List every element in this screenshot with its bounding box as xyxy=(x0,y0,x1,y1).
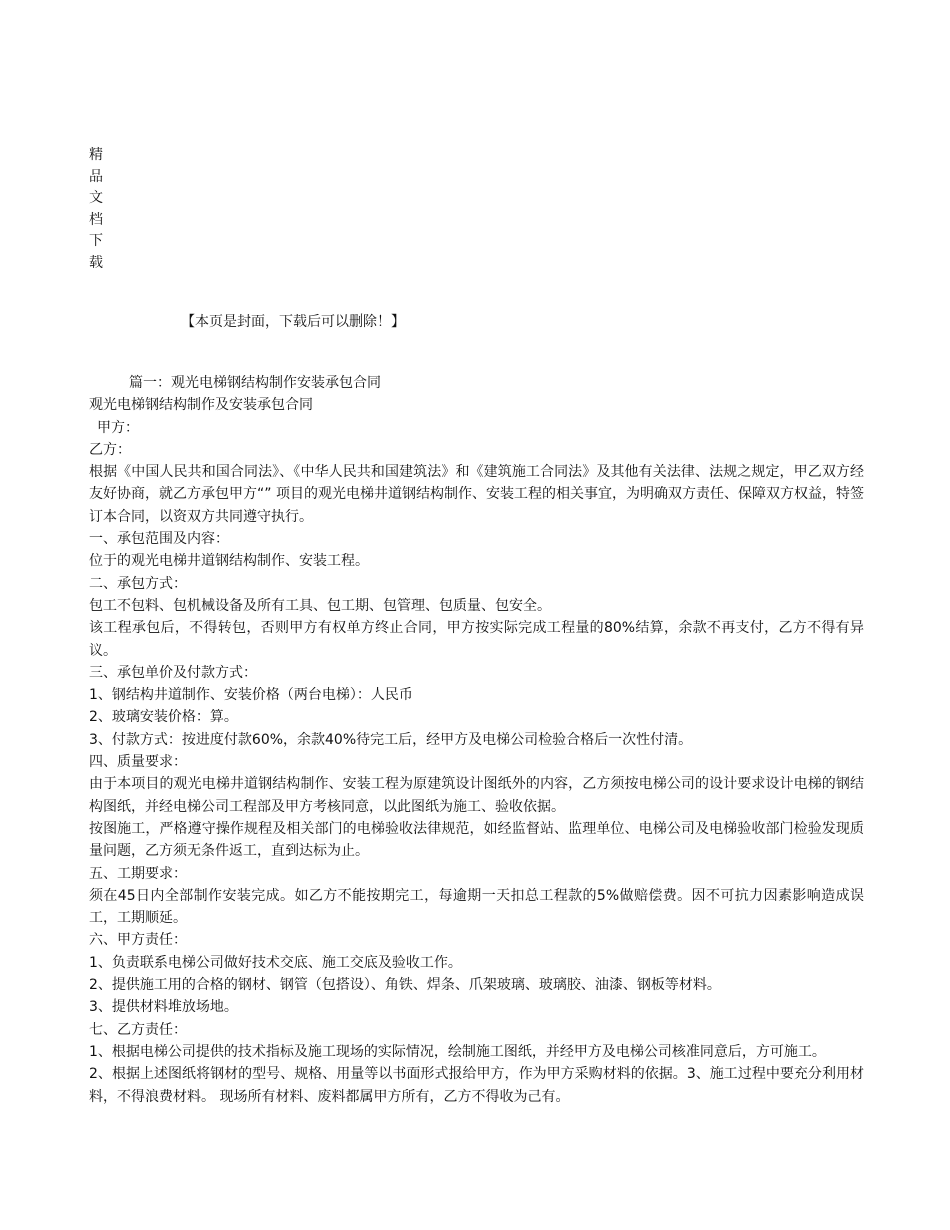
intro-paragraph: 根据《中国人民共和国合同法》、《中华人民共和国建筑法》和《建筑施工合同法》及其他有关法律、法规之规定，甲乙双方经友好协商，就乙方承包甲方“” 项目的观光电梯井道钢结构制作、安装工程的相关事宜，为明确双方责任、保障双方权益，特签订本合同，以资双方共同遵守执行。 xyxy=(89,464,864,525)
list-item: 1、根据电梯公司提供的技术指标及施工现场的实际情况，绘制施工图纸，并经甲方及电梯公司核准同意后，方可施工。 xyxy=(89,1043,826,1060)
paragraph: 该工程承包后，不得转包，否则甲方有权单方终止合同，甲方按实际完成工程量的80%结算，余款不再支付，乙方不得有异议。 xyxy=(89,620,864,659)
section-heading-party-a-duties: 六、甲方责任： xyxy=(89,932,187,949)
vertical-title-char: 载 xyxy=(89,254,103,271)
vertical-title-char: 文 xyxy=(89,190,103,206)
vertical-title-char: 品 xyxy=(89,168,103,185)
list-item: 3、付款方式：按进度付款60%，余款40%待完工后，经甲方及电梯公司检验合格后一次性付清。 xyxy=(89,731,693,748)
vertical-title-char: 下 xyxy=(89,233,103,249)
section-heading-price: 三、承包单价及付款方式： xyxy=(89,664,257,681)
list-item: 2、根据上述图纸将钢材的型号、规格、用量等以书面形式报给甲方，作为甲方采购材料的依据。3、施工过程中要充分利用材料，不得浪费材料。 现场所有材料、废料都属甲方所有，乙方不得收为己有。 xyxy=(89,1066,864,1105)
list-item: 2、提供施工用的合格的钢材、钢管（包搭设）、角铁、焊条、爪架玻璃、玻璃胶、油漆、钢板等材料。 xyxy=(89,977,721,994)
document-body xyxy=(89,372,864,1108)
section-heading-method: 二、承包方式： xyxy=(89,575,187,592)
vertical-title-char: 档 xyxy=(89,211,103,228)
paragraph: 由于本项目的观光电梯井道钢结构制作、安装工程为原建筑设计图纸外的内容，乙方须按电梯公司的设计要求设计电梯的钢结构图纸，并经电梯公司工程部及甲方考核同意，以此图纸为施工、验收依据。 xyxy=(89,776,864,815)
party-a-line: 甲方： xyxy=(97,419,139,436)
paragraph: 按图施工，严格遵守操作规程及相关部门的电梯验收法律规范，如经监督站、监理单位、电梯公司及电梯验收部门检验发现质量问题，乙方须无条件返工，直到达标为止。 xyxy=(89,820,864,860)
paragraph: 须在45日内全部制作安装完成。如乙方不能按期完工，每逾期一天扣总工程款的5%做赔偿费。因不可抗力因素影响造成误工，工期顺延。 xyxy=(89,887,864,927)
chapter-heading: 篇一：观光电梯钢结构制作安装承包合同 xyxy=(129,375,381,391)
cover-note: 【本页是封面，下载后可以删除！】 xyxy=(181,314,405,330)
list-item: 2、玻璃安装价格：算。 xyxy=(89,709,238,726)
section-heading-schedule: 五、工期要求： xyxy=(89,865,187,882)
list-item: 1、钢结构井道制作、安装价格（两台电梯）：人民币 xyxy=(89,687,413,704)
section-heading-quality: 四、质量要求： xyxy=(89,754,187,771)
paragraph: 包工不包料、包机械设备及所有工具、包工期、包管理、包质量、包安全。 xyxy=(89,597,551,614)
list-item: 3、提供材料堆放场地。 xyxy=(89,999,238,1016)
party-b-line: 乙方： xyxy=(89,441,131,458)
list-item: 1、负责联系电梯公司做好技术交底、施工交底及验收工作。 xyxy=(89,954,462,971)
vertical-title-char: 精 xyxy=(89,147,103,163)
document-title: 观光电梯钢结构制作及安装承包合同 xyxy=(89,397,313,414)
paragraph: 位于的观光电梯井道钢结构制作、安装工程。 xyxy=(89,553,369,570)
section-heading-scope: 一、承包范围及内容： xyxy=(89,531,229,548)
section-heading-party-b-duties: 七、乙方责任： xyxy=(89,1021,187,1038)
vertical-title xyxy=(89,145,109,274)
